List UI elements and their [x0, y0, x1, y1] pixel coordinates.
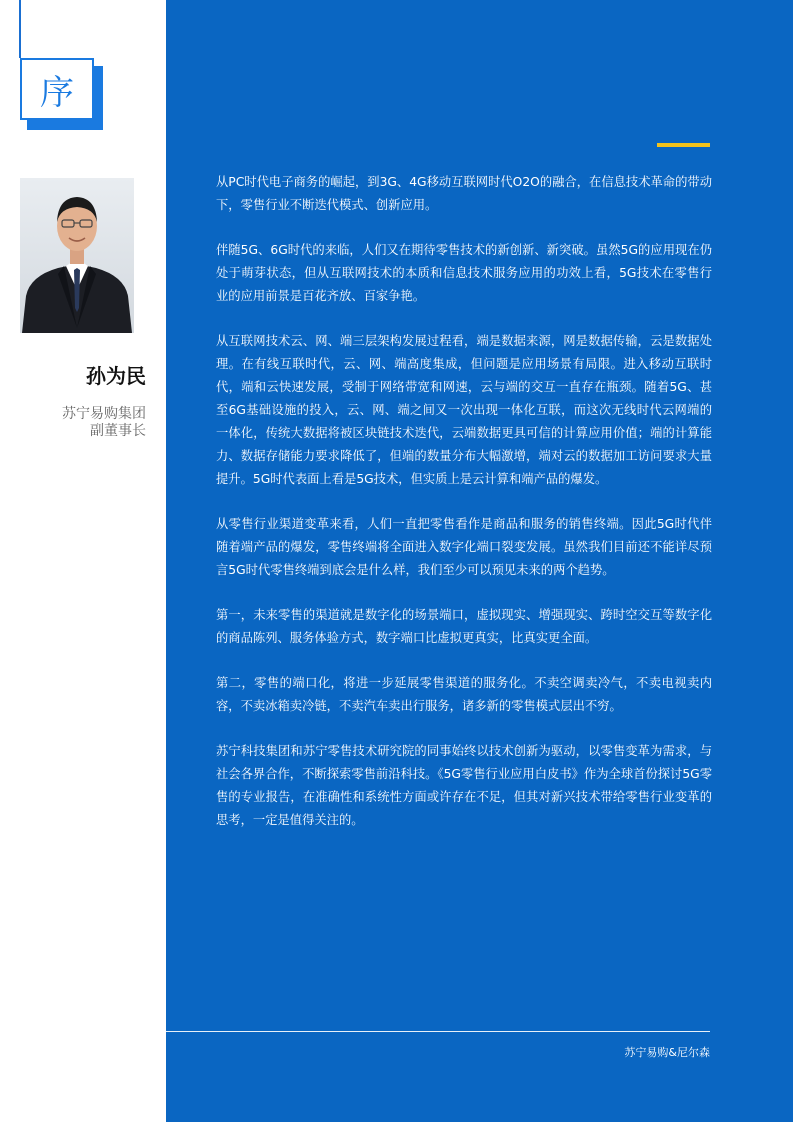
accent-bar	[657, 143, 710, 147]
section-badge: 序	[20, 58, 94, 120]
portrait-photo	[20, 178, 134, 333]
paragraph: 苏宁科技集团和苏宁零售技术研究院的同事始终以技术创新为驱动，以零售变革为需求，与社会各界合作，不断探索零售前沿科技。《5G零售行业应用白皮书》作为全球首份探讨5G零售的专业报告，在准确性和系统性方面或许存在不足，但其对新兴技术带给零售行业变革的思考，一定是值得关注的。	[216, 744, 712, 827]
paragraph: 从零售行业渠道变革来看，人们一直把零售看作是商品和服务的销售终端。因此5G时代伴随着端产品的爆发，零售终端将全面进入数字化端口裂变发展。虽然我们目前还不能详尽预言5G时代零售终端到底会是什么样，我们至少可以预见未来的两个趋势。	[216, 517, 712, 577]
paragraph: 第二，零售的端口化，将进一步延展零售渠道的服务化。不卖空调卖冷气，不卖电视卖内容，不卖冰箱卖冷链，不卖汽车卖出行服务，诸多新的零售模式层出不穷。	[216, 676, 712, 713]
footer-divider	[166, 1031, 710, 1032]
paragraph: 从互联网技术云、网、端三层架构发展过程看，端是数据来源，网是数据传输，云是数据处理。在有线互联时代，云、网、端高度集成，但问题是应用场景有局限。进入移动互联时代，端和云快速发展，受制于网络带宽和网速，云与端的交互一直存在瓶颈。随着5G、甚至6G基础设施的投入，云、网、端之间又一次出现一体化互联，而这次无线时代云网端的一体化，传统大数据将被区块链技术迭代，云端数据更具可信的计算应用价值；端的计算能力、数据存储能力要求降低了，但端的数量分布大幅激增，端对云的数据加工访问要求大量提升。5G时代表面上看是5G技术，但实质上是云计算和端产品的爆发。	[216, 334, 712, 486]
person-title-line: 副董事长	[90, 423, 146, 439]
paragraph: 第一，未来零售的渠道就是数字化的场景端口，虚拟现实、增强现实、跨时空交互等数字化的商品陈列、服务体验方式，数字端口比虚拟更真实，比真实更全面。	[216, 608, 712, 645]
left-column	[0, 0, 166, 1122]
person-name: 孙为民	[86, 364, 146, 388]
paragraph: 从PC时代电子商务的崛起，到3G、4G移动互联网时代O2O的融合，在信息技术革命的带动下，零售行业不断迭代模式、创新应用。	[216, 175, 712, 212]
portrait-illustration	[20, 178, 134, 333]
decorative-line	[19, 0, 21, 58]
person-title-line: 苏宁易购集团	[62, 406, 146, 422]
main-content-panel	[166, 0, 793, 1122]
footer-text: 苏宁易购&尼尔森	[624, 1046, 710, 1059]
preface-body	[216, 171, 712, 854]
paragraph: 伴随5G、6G时代的来临，人们又在期待零售技术的新创新、新突破。虽然5G的应用现在仍处于萌芽状态，但从互联网技术的本质和信息技术服务应用的功效上看，5G技术在零售行业的应用前景是百花齐放、百家争艳。	[216, 243, 712, 303]
person-title	[0, 406, 146, 440]
